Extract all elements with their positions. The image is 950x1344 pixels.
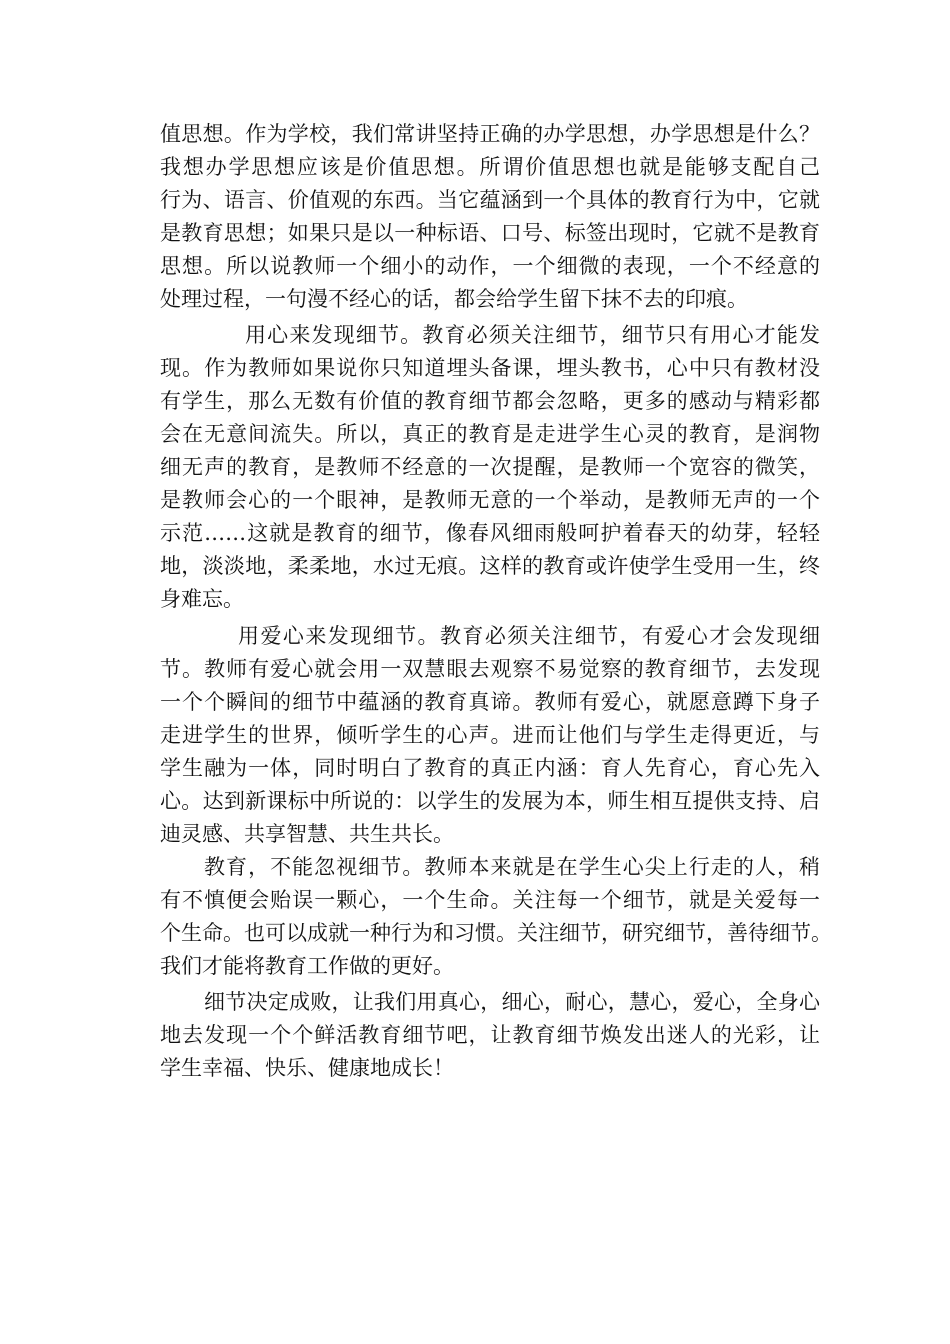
- text-line: 节。教师有爱心就会用一双慧眼去观察不易觉察的教育细节，去发现: [160, 657, 820, 681]
- paragraph-use-heart: [160, 319, 820, 616]
- text-line: 会在无意间流失。所以，真正的教育是走进学生心灵的教育，是润物: [160, 422, 820, 446]
- text-line: 细节决定成败，让我们用真心，细心，耐心，慧心，爱心，全身心: [204, 990, 820, 1014]
- text-line: 细无声的教育，是教师不经意的一次提醒，是教师一个宽容的微笑，: [160, 455, 820, 479]
- document-body: [160, 118, 832, 1085]
- paragraph-value-thought: [160, 118, 820, 316]
- text-line: 处理过程，一句漫不经心的话，都会给学生留下抹不去的印痕。: [160, 287, 748, 311]
- text-line: 是教育思想；如果只是以一种标语、口号、标签出现时，它就不是教育: [160, 221, 820, 245]
- text-line: 用心来发现细节。教育必须关注细节，细节只有用心才能发: [245, 323, 820, 347]
- paragraph-use-love: [160, 620, 820, 851]
- text-line: 有学生，那么无数有价值的教育细节都会忽略，更多的感动与精彩都: [160, 389, 820, 413]
- text-line: 行为、语言、价值观的东西。当它蕴涵到一个具体的教育行为中，它就: [160, 188, 820, 212]
- text-line: 是教师会心的一个眼神，是教师无意的一个举动，是教师无声的一个: [160, 488, 820, 512]
- text-line: 教育，不能忽视细节。教师本来就是在学生心尖上行走的人，稍: [204, 855, 820, 879]
- text-line: 值思想。作为学校，我们常讲坚持正确的办学思想，办学思想是什么？: [160, 122, 820, 146]
- text-line: 我们才能将教育工作做的更好。: [160, 954, 454, 978]
- paragraph-education-detail: [160, 851, 832, 983]
- text-line: 我想办学思想应该是价值思想。所谓价值思想也就是能够支配自己: [160, 155, 820, 179]
- text-line: 思想。所以说教师一个细小的动作，一个细微的表现，一个不经意的: [160, 254, 820, 278]
- paragraph-conclusion: [160, 986, 820, 1085]
- text-line: 现。作为教师如果说你只知道埋头备课，埋头教书，心中只有教材没: [160, 356, 820, 380]
- text-line: 有不慎便会贻误一颗心，一个生命。关注每一个细节，就是关爱每一: [160, 888, 820, 912]
- text-line: 示范……这就是教育的细节，像春风细雨般呵护着春天的幼芽，轻轻: [160, 521, 820, 545]
- text-line: 身难忘。: [160, 587, 244, 611]
- text-line: 学生融为一体，同时明白了教育的真正内涵：育人先育心，育心先入: [160, 756, 820, 780]
- text-line: 迪灵感、共享智慧、共生共长。: [160, 822, 454, 846]
- text-line: 学生幸福、快乐、健康地成长！: [160, 1056, 454, 1080]
- text-line: 个生命。也可以成就一种行为和习惯。关注细节，研究细节，善待细节。: [160, 921, 832, 945]
- text-line: 心。达到新课标中所说的：以学生的发展为本，师生相互提供支持、启: [160, 789, 820, 813]
- text-line: 走进学生的世界，倾听学生的心声。进而让他们与学生走得更近，与: [160, 723, 820, 747]
- text-line: 一个个瞬间的细节中蕴涵的教育真谛。教师有爱心，就愿意蹲下身子: [160, 690, 820, 714]
- text-line: 地去发现一个个鲜活教育细节吧，让教育细节焕发出迷人的光彩，让: [160, 1023, 820, 1047]
- text-line: 地，淡淡地，柔柔地，水过无痕。这样的教育或许使学生受用一生，终: [160, 554, 820, 578]
- text-line: 用爱心来发现细节。教育必须关注细节，有爱心才会发现细: [238, 624, 820, 648]
